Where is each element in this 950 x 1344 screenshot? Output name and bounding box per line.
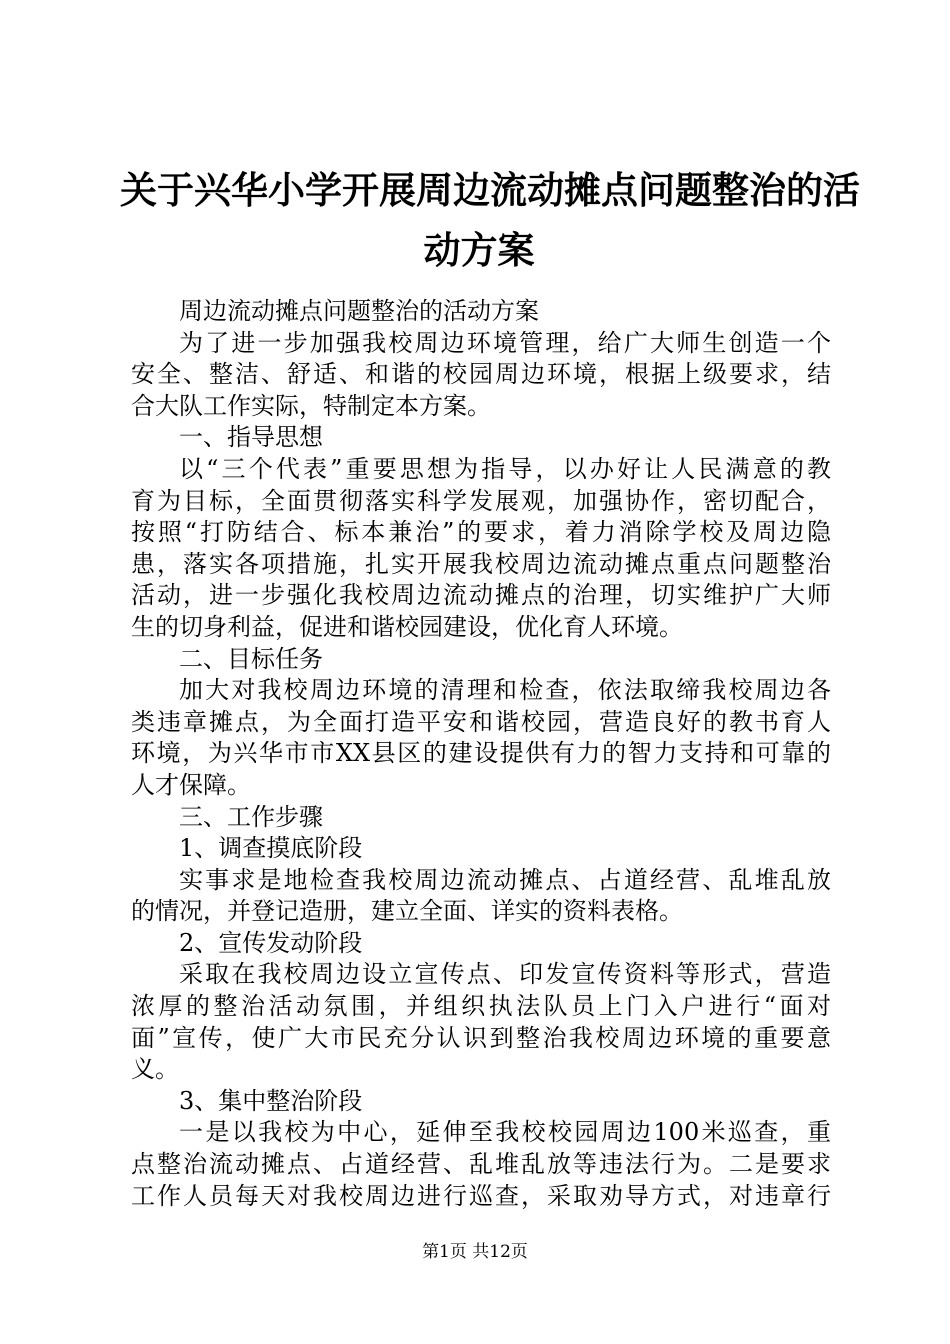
paragraph-line: 加大对我校周边环境的清理和检查，依法取缔我校周边各 [179, 676, 831, 705]
paragraph-line: 的情况，并登记造册，建立全面、详实的资料表格。 [131, 897, 683, 926]
paragraph-line: 患，落实各项措施，扎实开展我校周边流动摊点重点问题整治 [131, 549, 831, 578]
paragraph-line: 点整治流动摊点、占道经营、乱堆乱放等违法行为。二是要求 [131, 1150, 831, 1179]
paragraph-line: 一是以我校为中心，延伸至我校校园周边100米巡查，重 [179, 1118, 831, 1147]
paragraph-line: 浓厚的整治活动氛围，并组织执法队员上门入户进行“面对 [131, 992, 831, 1021]
paragraph-line: 生的切身利益，促进和谐校园建设，优化育人环境。 [131, 612, 683, 641]
subsection-heading: 3、集中整治阶段 [179, 1086, 363, 1115]
paragraph-line: 按照“打防结合、标本兼治”的要求，着力消除学校及周边隐 [131, 518, 831, 547]
page-number: 第1页 共12页 [422, 1242, 528, 1262]
paragraph-line: 活动，进一步强化我校周边流动摊点的治理，切实维护广大师 [131, 581, 831, 610]
paragraph-line: 以“三个代表”重要思想为指导，以办好让人民满意的教 [179, 454, 831, 483]
paragraph-line: 为了进一步加强我校周边环境管理，给广大师生创造一个 [179, 328, 831, 357]
paragraph-line: 环境，为兴华市市XX县区的建设提供有力的智力支持和可靠的 [131, 739, 831, 768]
section-heading: 二、目标任务 [179, 644, 323, 673]
section-heading: 一、指导思想 [179, 423, 323, 452]
paragraph-line: 实事求是地检查我校周边流动摊点、占道经营、乱堆乱放 [179, 865, 831, 894]
paragraph-line: 人才保障。 [131, 770, 251, 799]
document-body [131, 296, 831, 1212]
document-title [120, 160, 860, 280]
subsection-heading: 1、调查摸底阶段 [179, 834, 363, 863]
paragraph-line: 合大队工作实际，特制定本方案。 [131, 391, 491, 420]
subtitle-line: 周边流动摊点问题整治的活动方案 [179, 297, 539, 325]
paragraph-line: 育为目标，全面贯彻落实科学发展观，加强协作，密切配合， [131, 486, 831, 515]
paragraph-line: 义。 [131, 1055, 179, 1084]
paragraph-line: 安全、整洁、舒适、和谐的校园周边环境，根据上级要求，结 [131, 360, 831, 389]
paragraph-line: 工作人员每天对我校周边进行巡查，采取劝导方式，对违章行 [131, 1181, 831, 1210]
section-heading: 三、工作步骤 [179, 802, 323, 831]
paragraph-line: 类违章摊点，为全面打造平安和谐校园，营造良好的教书育人 [131, 707, 831, 736]
title-line-1: 关于兴华小学开展周边流动摊点问题整治的活 [120, 168, 860, 212]
page-footer [0, 1240, 950, 1264]
title-line-2: 动方案 [423, 228, 535, 272]
paragraph-line: 面”宣传，使广大市民充分认识到整治我校周边环境的重要意 [131, 1023, 831, 1052]
paragraph-line: 采取在我校周边设立宣传点、印发宣传资料等形式，营造 [179, 960, 831, 989]
subsection-heading: 2、宣传发动阶段 [179, 928, 363, 957]
